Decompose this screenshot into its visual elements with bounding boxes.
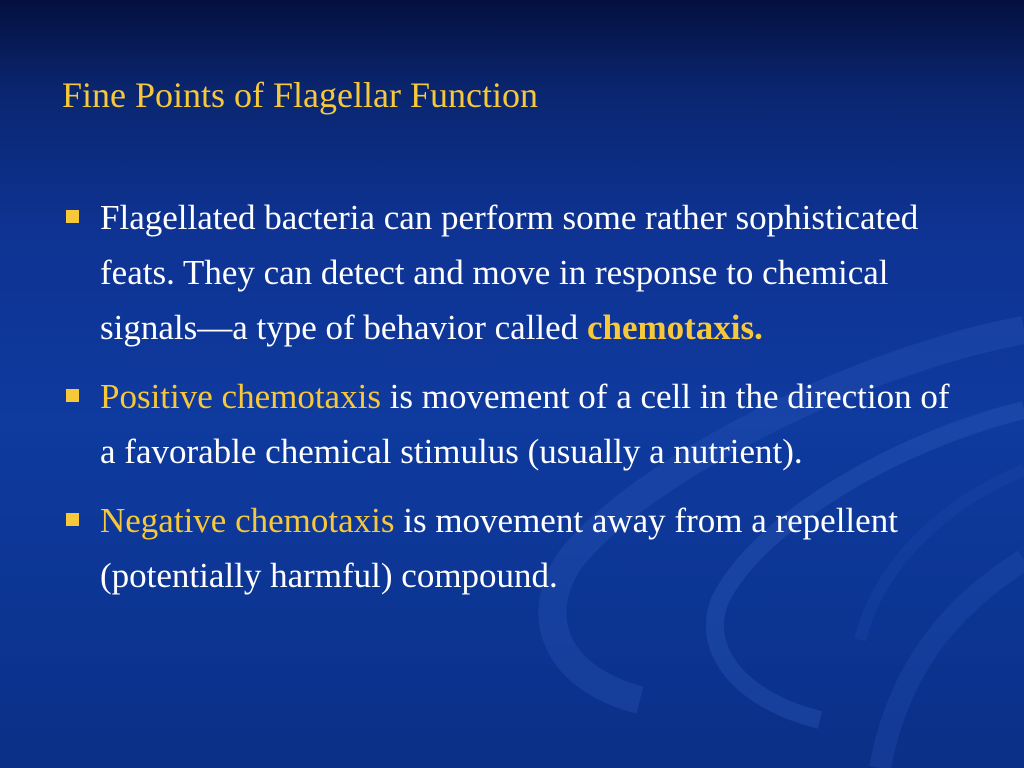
square-bullet-icon [66,513,79,526]
bullet-item-negative-chemotaxis [62,493,967,603]
bullet-text: Flagellated bacteria can perform some rather sophisticated feats. They can detect and move in response to chemical signals—a type of behavior called [100,198,919,347]
highlighted-term: Positive chemotaxis [100,377,381,416]
bullet-text: is movement away from a repellent (potentially harmful) compound. [100,501,898,595]
highlighted-term: Negative chemotaxis [100,501,395,540]
bullet-text: is movement of a cell in the direction of a favorable chemical stimulus (usually a nutrient). [100,377,950,471]
bullet-item-positive-chemotaxis [62,369,967,479]
square-bullet-icon [66,210,79,223]
bullet-list [62,190,967,617]
highlighted-term: chemotaxis. [586,308,763,347]
slide-title: Fine Points of Flagellar Function [62,75,538,115]
bullet-item-chemotaxis [62,190,967,355]
square-bullet-icon [66,389,79,402]
